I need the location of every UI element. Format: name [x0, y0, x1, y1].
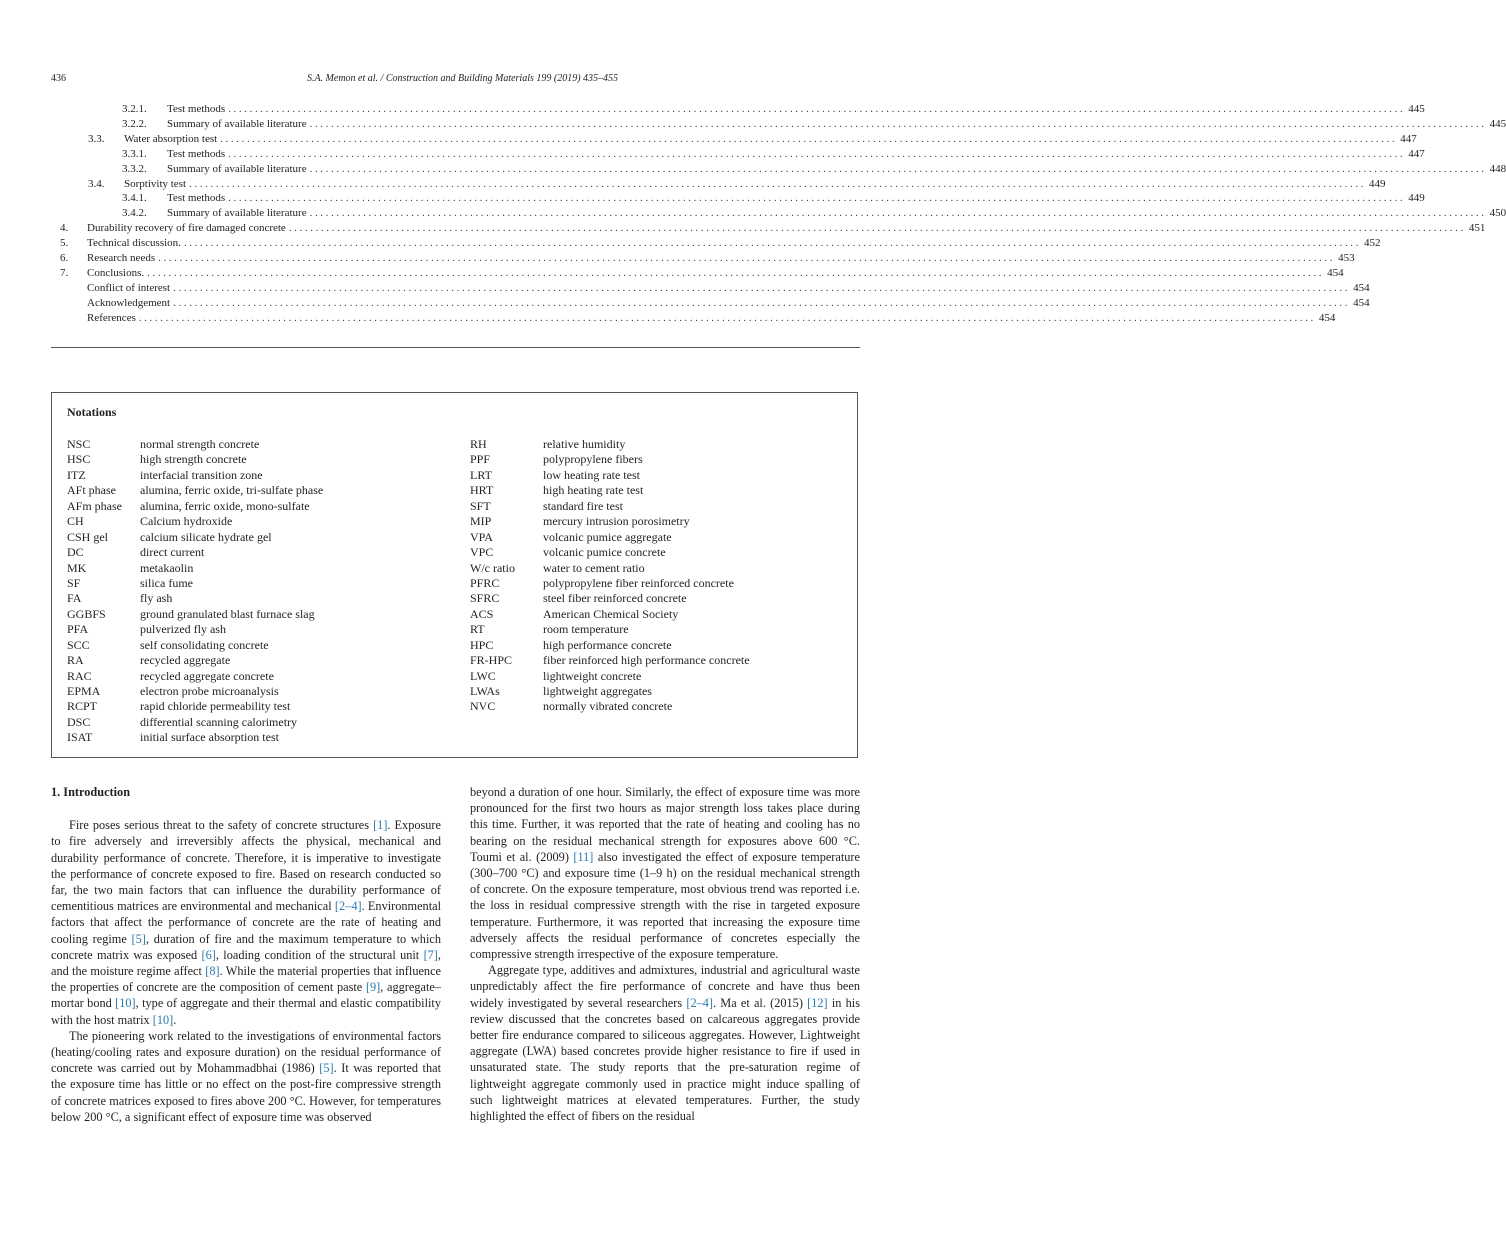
notation-definition: mercury intrusion porosimetry [543, 514, 690, 529]
toc-entry-page: 445 [1408, 103, 1425, 115]
toc-entry-page: 450 [1489, 207, 1506, 220]
toc-entry-number: 3.4.1. [122, 192, 147, 205]
toc-entry[interactable] [60, 222, 1486, 237]
notation-definition: ground granulated blast furnace slag [140, 606, 315, 621]
toc-entry-page: 454 [1327, 266, 1344, 279]
intro-paragraph-1: Fire poses serious threat to the safety of concrete structures [1]. Exposure to fire adversely and irreversibly affects the physical, mechanical and durability performance of concrete. Therefore, it is imperative to investigate the performance of concrete exposed to fire. Based on research conducted so far, the two main factors that can influence the durability performance of cementitious matrices are environmental and mechanical [2–4]. Environmental factors that affect the performance of concrete are the rate of heating and cooling regime [5], duration of fire and the maximum temperature to which concrete matrix was exposed [6], loading condition of the structural unit [7], and the moisture regime affect [8]. While the material properties that influence the properties of concrete are the composition of cement paste [9], aggregate–mortar bond [10], type of aggregate and their thermal and elastic compatibility with the host matrix [10]. [51, 818, 441, 1027]
notation-abbreviation: FR-HPC [470, 653, 513, 668]
notation-definition: polypropylene fiber reinforced concrete [543, 575, 734, 590]
citation-link[interactable]: [7] [423, 947, 438, 962]
notation-abbreviation: VPC [470, 545, 494, 560]
notation-abbreviation: GGBFS [67, 606, 106, 621]
notation-row [470, 591, 850, 606]
notation-definition: lightweight concrete [543, 668, 642, 683]
intro-paragraph-2: The pioneering work related to the investigations of environmental factors (heating/cooling rates and exposure duration) on the residual performance of concrete was carried out by Mohammadbhai (1986) [5]. It was reported that the exposure time has little or no effect on the post-fire compressive strength of concrete matrices exposed to fires above 200 °C. However, for temperatures below 200 °C, a significant effect of exposure time was observed [51, 1028, 441, 1124]
notation-abbreviation: NVC [470, 699, 496, 714]
notation-row [67, 545, 447, 560]
toc-entry-number: 3.4. [88, 177, 105, 190]
notation-definition: standard fire test [543, 498, 623, 513]
notation-row [67, 622, 447, 637]
toc-entry-label: Acknowledgement [87, 296, 171, 309]
citation-link[interactable]: [10] [115, 996, 136, 1011]
toc-entry-label: Test methods [167, 192, 226, 205]
notation-row [470, 561, 850, 576]
citation-link[interactable]: [8] [205, 964, 220, 979]
notation-row [470, 530, 850, 545]
notation-definition: recycled aggregate [140, 653, 231, 668]
section-heading: 1. Introduction [51, 785, 131, 799]
toc-leader-dots: ............................................................................................................................................................................................................................ [173, 296, 1351, 309]
toc-entry[interactable] [88, 177, 1386, 193]
notation-definition: volcanic pumice concrete [543, 545, 666, 560]
notation-definition: interfacial transition zone [140, 467, 263, 482]
notation-row [67, 684, 447, 699]
toc-entry-label: Conclusions. [87, 266, 145, 279]
notation-abbreviation: DC [67, 545, 84, 560]
notation-definition: high performance concrete [543, 637, 672, 652]
notation-abbreviation: RCPT [67, 699, 98, 714]
notation-definition: volcanic pumice aggregate [543, 529, 672, 544]
intro-paragraph-4: Aggregate type, additives and admixtures, industrial and agricultural waste unpredictably affect the fire performance of concrete and have thus been widely investigated by several researchers [2–4]. Ma et al. (2015) [12] in his review discussed that the concretes based on calcareous aggregates provide better fire endurance compared to siliceous aggregates. However, Lightweight aggregate (LWA) based concretes provide higher resistance to fire if used in unsaturated state. The study reports that the pre-saturation regime of lightweight aggregate commonly used in practice might induce spalling of such lightweight matrices at elevated temperatures. Further, the study highlighted the effect of fibers on the residual [470, 963, 860, 1124]
notation-row [470, 653, 850, 668]
notation-definition: American Chemical Society [543, 606, 679, 621]
toc-entry[interactable] [122, 207, 1506, 222]
notation-row [470, 452, 850, 467]
toc-entry-page: 454 [1353, 296, 1370, 309]
notations-title: Notations [67, 405, 117, 419]
notation-definition: electron probe microanalysis [140, 684, 279, 698]
toc-entry-number: 3.2.2. [122, 117, 147, 130]
notation-row [470, 545, 850, 560]
toc-leader-dots: ............................................................................................................................................................................................................................ [228, 192, 1406, 205]
notation-definition: alumina, ferric oxide, tri-sulfate phase [140, 483, 324, 498]
notation-definition: normal strength concrete [140, 437, 260, 451]
notation-row [470, 638, 850, 653]
notation-abbreviation: MK [67, 560, 87, 575]
notation-abbreviation: VPA [470, 529, 493, 544]
toc-leader-dots: ............................................................................................................................................................................................................................ [158, 252, 1336, 264]
notation-row [67, 452, 447, 467]
citation-link[interactable]: [2–4] [686, 995, 713, 1010]
notation-abbreviation: HRT [470, 483, 494, 498]
toc-entry-page: 453 [1338, 252, 1355, 264]
notations-box [51, 392, 858, 758]
toc-entry[interactable] [87, 281, 1370, 297]
citation-link[interactable]: [5] [131, 931, 146, 946]
notation-row [470, 514, 850, 529]
notation-row [67, 715, 447, 730]
toc-leader-dots: ............................................................................................................................................................................................................................ [228, 147, 1406, 160]
notation-abbreviation: FA [67, 591, 82, 606]
notation-abbreviation: DSC [67, 714, 91, 729]
notation-abbreviation: CH [67, 514, 84, 529]
notation-definition: self consolidating concrete [140, 637, 269, 652]
notation-definition: pulverized fly ash [140, 622, 226, 637]
toc-leader-dots: ............................................................................................................................................................................................................................ [138, 311, 1316, 324]
toc-entry-number: 6. [60, 252, 69, 264]
notation-row [67, 530, 447, 545]
running-title: S.A. Memon et al. / Construction and Building Materials 199 (2019) 435–455 [306, 73, 619, 84]
notation-row [67, 699, 447, 714]
notations-left-column [67, 437, 447, 746]
notation-abbreviation: SF [67, 575, 81, 590]
notation-definition: high heating rate test [543, 483, 644, 498]
toc-entry-number: 3.3.2. [122, 162, 147, 175]
toc-entry[interactable] [87, 311, 1336, 327]
toc-leader-dots: ............................................................................................................................................................................................................................ [220, 132, 1398, 145]
notation-row [67, 607, 447, 622]
toc-entry-number: 4. [60, 222, 69, 235]
notation-row [470, 468, 850, 483]
toc-entry-label: Test methods [167, 103, 226, 115]
toc-entry[interactable] [122, 147, 1425, 163]
toc-leader-dots: ............................................................................................................................................................................................................................ [309, 162, 1487, 175]
toc-entry-page: 449 [1408, 192, 1425, 205]
citation-link[interactable]: [9] [365, 980, 381, 995]
notation-row [67, 483, 447, 498]
notation-row [67, 437, 447, 452]
toc-leader-dots: ............................................................................................................................................................................................................................ [288, 222, 1466, 235]
intro-paragraph-3: beyond a duration of one hour. Similarly, the effect of exposure time was more pronounced for the first two hours as major strength loss takes place during this time. Further, it was reported that the rate of heating and cooling has no bearing on the residual mechanical strength for exposures above 600 °C. Toumi et al. (2009) [11] also investigated the effect of exposure temperature (300–700 °C) and exposure time (1–9 h) on the residual mechanical strength of concrete. On the exposure temperature, most obvious trend was reported i.e. the loss in residual compressive strength with the rise in targeted exposure temperature. Furthermore, it was reported that increasing the exposure time adversely affects the residual performance of concretes especially the compressive strength irrespective of the exposure temperature. [470, 785, 860, 962]
intro-left-column [51, 784, 441, 1125]
notation-row [67, 669, 447, 684]
notation-abbreviation: PFRC [470, 575, 500, 590]
notation-abbreviation: PFA [67, 622, 89, 637]
toc-entry-number: 3.3. [88, 132, 105, 145]
toc-entry-page: 448 [1489, 162, 1506, 175]
notation-row [470, 607, 850, 622]
toc-entry-page: 447 [1400, 132, 1417, 145]
notation-definition: silica fume [140, 575, 193, 590]
notation-definition: high strength concrete [140, 452, 247, 467]
toc-entry-label: Test methods [167, 147, 226, 160]
notation-abbreviation: RT [470, 622, 485, 637]
notation-row [67, 576, 447, 591]
notation-definition: recycled aggregate concrete [140, 668, 274, 683]
notation-row [67, 468, 447, 483]
toc-entry-number: 3.3.1. [122, 147, 147, 160]
notation-row [470, 483, 850, 498]
toc-entry-label: Water absorption test [124, 132, 218, 145]
toc-entry-page: 454 [1318, 311, 1336, 324]
notation-definition: room temperature [543, 622, 629, 637]
notation-definition: steel fiber reinforced concrete [543, 591, 687, 606]
toc-entry-page: 451 [1468, 222, 1486, 235]
notation-abbreviation: ITZ [67, 467, 86, 482]
citation-link[interactable]: [11] [573, 849, 594, 864]
notation-row [470, 576, 850, 591]
notation-definition: Calcium hydroxide [140, 514, 233, 529]
page-number: 436 [51, 73, 66, 84]
toc-leader-dots: ............................................................................................................................................................................................................................ [228, 103, 1406, 115]
toc-entry-number: 3.4.2. [122, 207, 147, 220]
toc-entry-label: Summary of available literature [167, 162, 307, 175]
notation-abbreviation: ACS [470, 606, 494, 621]
notation-row [67, 514, 447, 529]
notation-abbreviation: NSC [67, 437, 91, 451]
notation-abbreviation: RH [470, 437, 487, 451]
notation-definition: water to cement ratio [543, 560, 645, 575]
toc-entry-label: References [87, 311, 136, 324]
citation-link[interactable]: [6] [201, 947, 216, 962]
notation-row [470, 669, 850, 684]
notation-abbreviation: PPF [470, 452, 491, 467]
divider [51, 347, 860, 348]
notation-definition: relative humidity [543, 437, 626, 451]
toc-entry-page: 454 [1353, 281, 1370, 294]
toc-entry-page: 445 [1489, 117, 1506, 130]
notation-row [470, 699, 850, 714]
toc-entry-page: 449 [1369, 177, 1386, 190]
notation-abbreviation: RA [67, 653, 84, 668]
notation-abbreviation: LWAs [470, 684, 500, 698]
notation-row [470, 684, 850, 699]
toc-entry-number: 7. [60, 266, 69, 279]
toc-entry-label: Durability recovery of fire damaged concrete [87, 222, 286, 235]
notation-abbreviation: LRT [470, 467, 492, 482]
notation-abbreviation: LWC [470, 668, 496, 683]
notation-definition: fly ash [140, 591, 173, 606]
notation-row [67, 730, 447, 745]
notation-definition: direct current [140, 545, 205, 560]
notation-definition: low heating rate test [543, 467, 640, 482]
toc-leader-dots: ............................................................................................................................................................................................................................ [309, 207, 1487, 220]
notation-definition: metakaolin [140, 560, 194, 575]
notation-row [67, 591, 447, 606]
notation-abbreviation: ISAT [67, 730, 93, 745]
notation-abbreviation: MIP [470, 514, 492, 529]
notation-abbreviation: HPC [470, 637, 494, 652]
toc-entry[interactable] [122, 117, 1506, 133]
toc-leader-dots: ............................................................................................................................................................................................................................ [173, 281, 1351, 294]
notation-abbreviation: SFRC [470, 591, 500, 606]
toc-entry-label: Summary of available literature [167, 207, 307, 220]
notation-row [67, 638, 447, 653]
citation-link[interactable]: [2–4] [334, 899, 362, 914]
toc-entry[interactable] [122, 192, 1425, 207]
notation-row [470, 499, 850, 514]
notation-definition: alumina, ferric oxide, mono-sulfate [140, 498, 310, 513]
toc-leader-dots: ............................................................................................................................................................................................................................ [147, 266, 1325, 279]
citation-link[interactable]: [12] [807, 995, 828, 1010]
toc-entry-label: Technical discussion. [87, 237, 181, 250]
toc-entry[interactable] [122, 162, 1506, 178]
toc-leader-dots: ............................................................................................................................................................................................................................ [309, 117, 1487, 130]
citation-link[interactable]: [10] [152, 1012, 174, 1027]
notation-definition: rapid chloride permeability test [140, 699, 291, 714]
toc-entry-number: 3.2.1. [122, 103, 147, 115]
citation-link[interactable]: [5] [319, 1061, 334, 1076]
notation-row [67, 653, 447, 668]
toc-entry[interactable] [60, 237, 1381, 252]
toc-entry-label: Research needs [87, 252, 156, 264]
notation-abbreviation: AFt phase [67, 483, 116, 498]
toc-entry[interactable] [88, 132, 1417, 148]
notation-abbreviation: HSC [67, 452, 91, 467]
notation-definition: polypropylene fibers [543, 452, 643, 467]
notation-row [67, 561, 447, 576]
toc-entry-label: Sorptivity test [124, 177, 187, 190]
notation-row [470, 437, 850, 452]
notation-abbreviation: SFT [470, 498, 491, 513]
toc-entry[interactable] [60, 252, 1355, 267]
toc-entry-number: 5. [60, 237, 69, 250]
notation-row [67, 499, 447, 514]
notation-abbreviation: AFm phase [67, 498, 122, 513]
toc-leader-dots: ............................................................................................................................................................................................................................ [189, 177, 1367, 190]
toc-leader-dots: ............................................................................................................................................................................................................................ [183, 237, 1361, 250]
toc-entry-page: 452 [1363, 237, 1381, 250]
toc-entry-page: 447 [1408, 147, 1425, 160]
toc-entry-label: Conflict of interest [87, 281, 171, 294]
toc-entry[interactable] [60, 266, 1344, 282]
toc-entry-label: Summary of available literature [167, 117, 307, 130]
citation-link[interactable]: [1] [373, 818, 388, 833]
notation-abbreviation: W/c ratio [470, 560, 515, 575]
intro-right-column [470, 784, 860, 1124]
notation-definition: initial surface absorption test [140, 730, 279, 745]
notation-definition: calcium silicate hydrate gel [140, 529, 272, 544]
notation-definition: fiber reinforced high performance concrete [543, 653, 750, 668]
notation-definition: differential scanning calorimetry [140, 714, 298, 729]
notation-abbreviation: CSH gel [67, 529, 109, 544]
notation-definition: lightweight aggregates [543, 684, 652, 698]
notation-abbreviation: SCC [67, 637, 90, 652]
toc-entry[interactable] [122, 103, 1425, 118]
toc-entry[interactable] [87, 296, 1370, 312]
notation-abbreviation: RAC [67, 668, 92, 683]
notations-right-column [470, 437, 850, 715]
notation-row [470, 622, 850, 637]
notation-abbreviation: EPMA [67, 684, 101, 698]
notation-definition: normally vibrated concrete [543, 699, 673, 714]
